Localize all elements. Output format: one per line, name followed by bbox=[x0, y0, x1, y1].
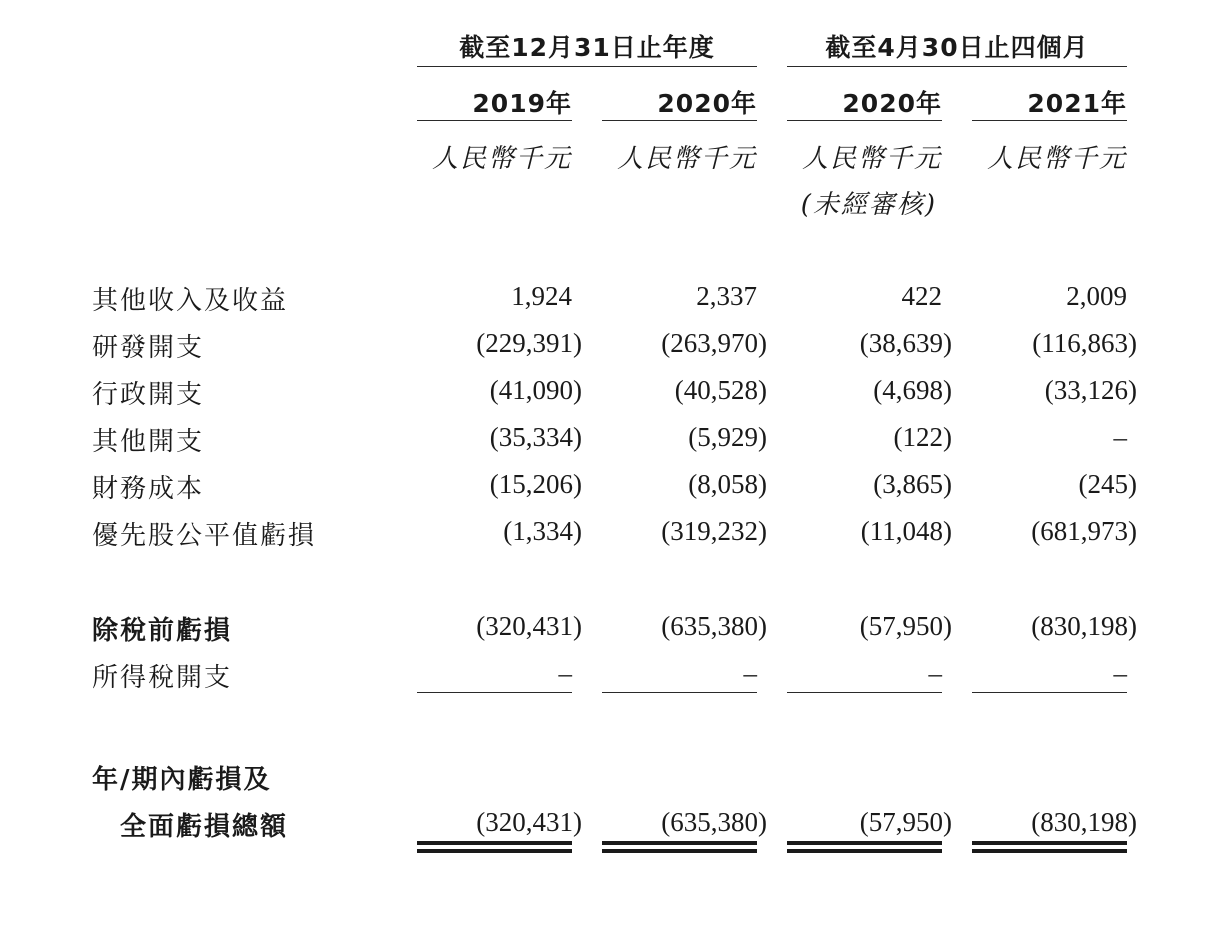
subtotal-rule-3 bbox=[787, 692, 942, 693]
row-label-rd-expenses: 研發開支 bbox=[92, 333, 205, 363]
total-double-rule-bottom-1 bbox=[417, 849, 572, 853]
row-loss-before-tax-value-4: (830,198) bbox=[1031, 611, 1137, 641]
row-finance-costs-value-1: (15,206) bbox=[489, 469, 582, 499]
row-rd-expenses-value-4: (116,863) bbox=[1032, 328, 1137, 358]
row-label-other-expenses: 其他開支 bbox=[92, 427, 205, 457]
header-unit-1: 人民幣千元 bbox=[431, 144, 572, 174]
row-label-total-line-2: 全面虧損總額 bbox=[120, 812, 289, 842]
total-double-rule-top-1 bbox=[417, 841, 572, 845]
row-other-expenses-value-4: – bbox=[1113, 422, 1127, 452]
header-group-year-ended: 截至12月31日止年度 bbox=[459, 33, 715, 62]
row-label-income-tax: 所得稅開支 bbox=[92, 663, 233, 693]
total-double-rule-top-4 bbox=[972, 841, 1127, 845]
header-unit-3: 人民幣千元 bbox=[801, 144, 942, 174]
row-total-value-3: (57,950) bbox=[859, 807, 952, 837]
row-other-income-value-1: 1,924 bbox=[511, 281, 572, 311]
row-other-income-value-2: 2,337 bbox=[696, 281, 757, 311]
row-loss-before-tax-value-2: (635,380) bbox=[661, 611, 767, 641]
total-double-rule-bottom-2 bbox=[602, 849, 757, 853]
row-admin-expenses-value-1: (41,090) bbox=[489, 375, 582, 405]
row-total-value-2: (635,380) bbox=[661, 807, 767, 837]
header-unit-4: 人民幣千元 bbox=[986, 144, 1127, 174]
header-year-4: 2021年 bbox=[1027, 89, 1127, 118]
subtotal-rule-2 bbox=[602, 692, 757, 693]
row-label-total-line-1: 年/期內虧損及 bbox=[92, 765, 272, 795]
row-preferred-shares-fv-loss-value-4: (681,973) bbox=[1031, 516, 1137, 546]
row-other-income-value-3: 422 bbox=[901, 281, 942, 311]
row-preferred-shares-fv-loss-value-3: (11,048) bbox=[860, 516, 952, 546]
row-loss-before-tax-value-1: (320,431) bbox=[476, 611, 582, 641]
row-total-value-4: (830,198) bbox=[1031, 807, 1137, 837]
row-other-income-value-4: 2,009 bbox=[1066, 281, 1127, 311]
row-label-loss-before-tax: 除稅前虧損 bbox=[92, 616, 233, 646]
row-admin-expenses-value-3: (4,698) bbox=[873, 375, 952, 405]
row-loss-before-tax-value-3: (57,950) bbox=[859, 611, 952, 641]
subtotal-rule-4 bbox=[972, 692, 1127, 693]
row-rd-expenses-value-3: (38,639) bbox=[859, 328, 952, 358]
row-rd-expenses-value-1: (229,391) bbox=[476, 328, 582, 358]
row-label-other-income: 其他收入及收益 bbox=[92, 286, 289, 316]
row-other-expenses-value-1: (35,334) bbox=[489, 422, 582, 452]
row-label-admin-expenses: 行政開支 bbox=[92, 380, 205, 410]
row-income-tax-value-1: – bbox=[558, 658, 572, 688]
row-rd-expenses-value-2: (263,970) bbox=[661, 328, 767, 358]
row-label-finance-costs: 財務成本 bbox=[92, 474, 205, 504]
subtotal-rule-1 bbox=[417, 692, 572, 693]
total-double-rule-bottom-4 bbox=[972, 849, 1127, 853]
row-other-expenses-value-2: (5,929) bbox=[688, 422, 767, 452]
header-year-rule-3 bbox=[787, 120, 942, 121]
total-double-rule-top-3 bbox=[787, 841, 942, 845]
row-other-expenses-value-3: (122) bbox=[893, 422, 952, 452]
header-year-1: 2019年 bbox=[472, 89, 572, 118]
row-admin-expenses-value-4: (33,126) bbox=[1044, 375, 1137, 405]
row-preferred-shares-fv-loss-value-1: (1,334) bbox=[503, 516, 582, 546]
total-double-rule-top-2 bbox=[602, 841, 757, 845]
row-label-preferred-shares-fv-loss: 優先股公平值虧損 bbox=[92, 521, 317, 551]
header-unit-2: 人民幣千元 bbox=[616, 144, 757, 174]
header-year-3: 2020年 bbox=[842, 89, 942, 118]
header-group-rule-2 bbox=[787, 66, 1127, 67]
header-year-2: 2020年 bbox=[657, 89, 757, 118]
total-double-rule-bottom-3 bbox=[787, 849, 942, 853]
row-total-value-1: (320,431) bbox=[476, 807, 582, 837]
row-preferred-shares-fv-loss-value-2: (319,232) bbox=[661, 516, 767, 546]
row-admin-expenses-value-2: (40,528) bbox=[674, 375, 767, 405]
row-finance-costs-value-4: (245) bbox=[1078, 469, 1137, 499]
header-year-rule-2 bbox=[602, 120, 757, 121]
row-finance-costs-value-2: (8,058) bbox=[688, 469, 767, 499]
row-income-tax-value-2: – bbox=[743, 658, 757, 688]
header-group-rule-1 bbox=[417, 66, 757, 67]
header-group-four-months: 截至4月30日止四個月 bbox=[825, 33, 1089, 62]
header-year-rule-4 bbox=[972, 120, 1127, 121]
row-finance-costs-value-3: (3,865) bbox=[873, 469, 952, 499]
header-year-rule-1 bbox=[417, 120, 572, 121]
row-income-tax-value-3: – bbox=[928, 658, 942, 688]
row-income-tax-value-4: – bbox=[1113, 658, 1127, 688]
header-unaudited-note: (未經審核) bbox=[800, 190, 937, 220]
